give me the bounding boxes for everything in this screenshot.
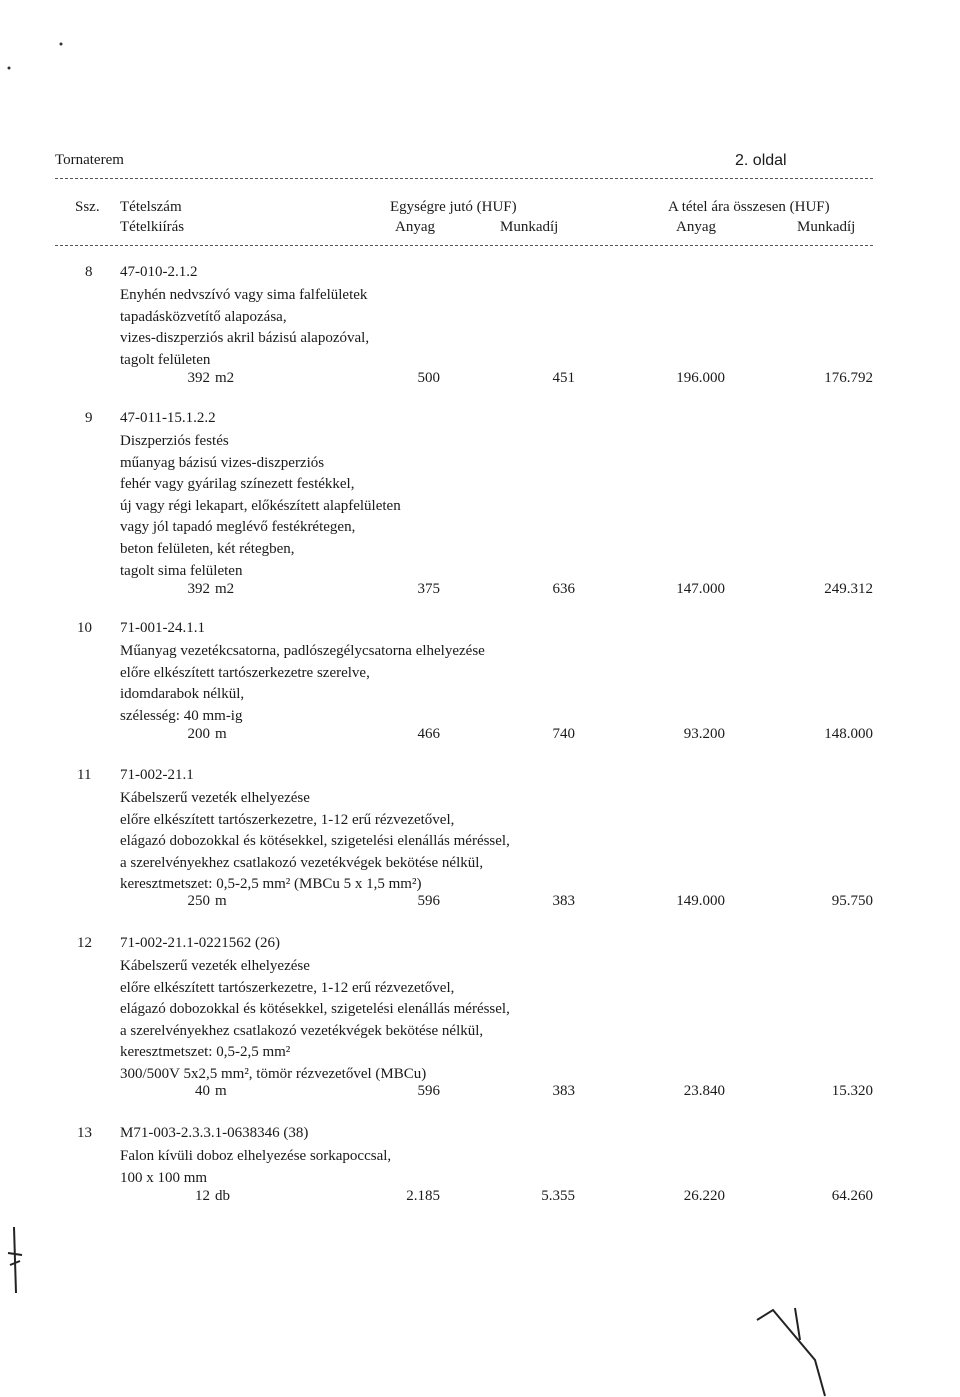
description-line: 300/500V 5x2,5 mm², tömör rézvezetővel (MBCu) — [120, 1065, 427, 1082]
unit-material-price: 500 — [417, 370, 440, 386]
total-material-price: 26.220 — [683, 1188, 725, 1204]
item-description — [120, 1146, 391, 1189]
description-line: Diszperziós festés — [120, 433, 229, 449]
total-material-price: 149.000 — [676, 893, 725, 909]
description-line: Enyhén nedvszívó vagy sima falfelületek — [120, 287, 368, 303]
description-line: új vagy régi lekapart, előkészített alapfelületen — [120, 497, 401, 514]
column-unit-price-group: Egységre jutó (HUF) — [390, 199, 517, 215]
description-line: Kábelszerű vezeték elhelyezése — [120, 790, 310, 806]
handwritten-stroke — [755, 1300, 835, 1397]
item-number: 12 — [77, 935, 92, 951]
description-line: 100 x 100 mm — [120, 1169, 208, 1186]
item-unit: m2 — [215, 370, 235, 386]
description-line: keresztmetszet: 0,5-2,5 mm² (MBCu 5 x 1,5 mm²) — [120, 876, 422, 893]
total-material-price: 23.840 — [683, 1083, 725, 1099]
item-quantity: 40 — [195, 1083, 210, 1099]
item-number: 10 — [77, 620, 92, 636]
item-quantity: 392 — [187, 370, 210, 386]
description-line: a szerelvényekhez csatlakozó vezetékvégek bekötése nélkül, — [120, 1022, 484, 1039]
total-material-price: 147.000 — [676, 581, 725, 597]
description-line: Kábelszerű vezeték elhelyezése — [120, 958, 310, 974]
total-labor-price: 64.260 — [831, 1188, 873, 1204]
total-labor-price: 15.320 — [831, 1083, 873, 1099]
description-line: elágazó dobozokkal és kötésekkel, szigetelési elenállás méréssel, — [120, 833, 510, 850]
item-quantity: 200 — [187, 726, 210, 742]
unit-labor-price: 636 — [552, 581, 575, 597]
column-total-price-group: A tétel ára összesen (HUF) — [668, 199, 830, 215]
header-divider — [55, 178, 873, 179]
item-description — [120, 788, 510, 896]
column-ssz: Ssz. — [75, 199, 100, 215]
item-number: 9 — [85, 410, 93, 426]
page-number: 2. oldal — [735, 152, 787, 169]
item-code: M71-003-2.3.3.1-0638346 (38) — [120, 1125, 309, 1141]
total-labor-price: 95.750 — [831, 893, 873, 909]
scan-speck — [3, 62, 15, 74]
unit-labor-price: 451 — [552, 370, 575, 386]
description-line: vagy jól tapadó meglévő festékrétegen, — [120, 519, 356, 536]
description-line: beton felületen, két rétegben, — [120, 540, 295, 557]
unit-labor-price: 383 — [552, 893, 575, 909]
column-total-anyag: Anyag — [676, 219, 716, 235]
description-line: előre elkészített tartószerkezetre szerelve, — [120, 664, 370, 681]
item-description — [120, 641, 485, 727]
item-code: 47-011-15.1.2.2 — [120, 410, 216, 426]
unit-labor-price: 740 — [552, 726, 575, 742]
description-line: Falon kívüli doboz elhelyezése sorkapoccsal, — [120, 1148, 392, 1164]
item-unit: db — [215, 1188, 230, 1204]
item-unit: m — [215, 893, 227, 909]
item-quantity: 392 — [187, 581, 210, 597]
item-unit: m — [215, 1083, 227, 1099]
description-line: Műanyag vezetékcsatorna, padlószegélycsatorna elhelyezése — [120, 643, 485, 659]
description-line: elágazó dobozokkal és kötésekkel, szigetelési elenállás méréssel, — [120, 1001, 510, 1018]
description-line: tagolt sima felületen — [120, 562, 243, 579]
description-line: szélesség: 40 mm-ig — [120, 707, 243, 724]
unit-material-price: 596 — [417, 1083, 440, 1099]
column-unit-munkadij: Munkadíj — [500, 219, 559, 235]
total-material-price: 196.000 — [676, 370, 725, 386]
unit-material-price: 596 — [417, 893, 440, 909]
column-total-munkadij: Munkadíj — [797, 219, 856, 235]
unit-labor-price: 5.355 — [541, 1188, 575, 1204]
description-line: keresztmetszet: 0,5-2,5 mm² — [120, 1044, 291, 1061]
item-number: 13 — [77, 1125, 92, 1141]
description-line: előre elkészített tartószerkezetre, 1-12 erű rézvezetővel, — [120, 811, 455, 828]
item-number: 8 — [85, 264, 93, 280]
item-unit: m — [215, 726, 227, 742]
total-material-price: 93.200 — [683, 726, 725, 742]
total-labor-price: 249.312 — [824, 581, 873, 597]
column-header-divider — [55, 245, 873, 246]
item-quantity: 250 — [187, 893, 210, 909]
item-unit: m2 — [215, 581, 235, 597]
column-tetelkiiras: Tételkiírás — [120, 219, 185, 235]
description-line: fehér vagy gyárilag színezett festékkel, — [120, 476, 355, 493]
description-line: idomdarabok nélkül, — [120, 686, 245, 703]
item-code: 71-002-21.1-0221562 (26) — [120, 935, 280, 951]
item-code: 71-002-21.1 — [120, 767, 194, 783]
item-code: 71-001-24.1.1 — [120, 620, 205, 636]
description-line: tagolt felületen — [120, 351, 211, 368]
description-line: a szerelvényekhez csatlakozó vezetékvégek bekötése nélkül, — [120, 854, 484, 871]
document-title: Tornaterem — [55, 152, 124, 168]
item-description — [120, 431, 401, 582]
scan-speck — [55, 38, 67, 50]
description-line: műanyag bázisú vizes-diszperziós — [120, 454, 325, 471]
description-line: vizes-diszperziós akril bázisú alapozóval, — [120, 330, 370, 347]
scan-mark-left — [0, 1225, 30, 1295]
item-number: 11 — [77, 767, 92, 783]
item-description — [120, 956, 510, 1086]
item-quantity: 12 — [195, 1188, 210, 1204]
column-unit-anyag: Anyag — [395, 219, 435, 235]
description-line: tapadásközvetítő alapozása, — [120, 308, 287, 325]
unit-material-price: 375 — [417, 581, 440, 597]
item-description — [120, 285, 369, 371]
unit-labor-price: 383 — [552, 1083, 575, 1099]
total-labor-price: 176.792 — [824, 370, 873, 386]
column-tetelszam: Tételszám — [120, 199, 182, 215]
unit-material-price: 2.185 — [406, 1188, 440, 1204]
total-labor-price: 148.000 — [824, 726, 873, 742]
description-line: előre elkészített tartószerkezetre, 1-12 erű rézvezetővel, — [120, 979, 455, 996]
unit-material-price: 466 — [417, 726, 440, 742]
item-code: 47-010-2.1.2 — [120, 264, 198, 280]
